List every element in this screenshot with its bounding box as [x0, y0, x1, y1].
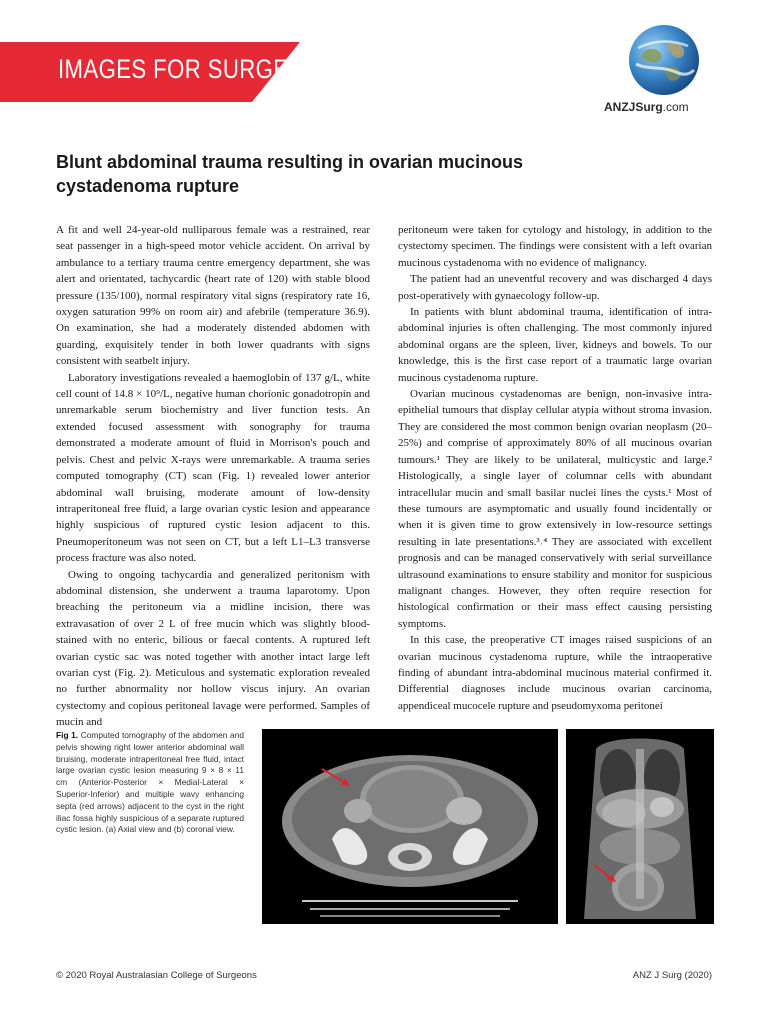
ct-coronal-image [566, 729, 714, 924]
paragraph: Owing to ongoing tachycardia and generalized peritonism with abdominal distension, she underwent a trauma laparotomy. Upon breaching the peritoneum via a midline incision, there was extravasation of over 2 L of free mucin which was slightly blood-stained with no enteric, bilious or faecal contents. A ruptured left ovarian cystic sac was noted together with another intact large left ovarian cyst (Fig. 2). Meticulous and systematic exploration revealed no further abnormality nor hollow viscus injury. An ovarian cystectomy and copious peritoneal lavage were performed. Samples of mucin and [56, 568, 370, 729]
figure-caption-text: Computed tomography of the abdomen and pelvis showing right lower anterior abdominal wall bruising, moderate intraperitoneal free fluid, intact large ovarian cystic lesion measuring 9 × 8 × 11 cm (Anterior-Posterior × Medial-Lateral × Superior-Inferior) and multiple wavy enhancing septa (red arrows) adjacent to the cyst in the right iliac fossa highly suspicious of a separate ruptured cystic lesion. (a) Axial view and (b) coronal view. [56, 730, 245, 835]
globe-logo-icon [628, 24, 700, 96]
paragraph: The patient had an uneventful recovery and was discharged 4 days post-operatively with gynaecology follow-up. [398, 273, 712, 302]
ct-axial-image [262, 729, 558, 924]
paragraph: A fit and well 24-year-old nulliparous female was a restrained, rear seat passenger in a high-speed motor vehicle accident. On arrival by ambulance to a tertiary trauma centre emergency department, she was alert and orientated, tachycardic (heart rate of 120) with stable blood pressure (135/100), normal respiratory vital signs (respiratory rate 16, oxygen saturation 99% on room air) and afebrile (temperature 36.9). On examination, she had a moderately distended abdomen with guarding, exquisitely tender in both lower quadrants with signs consistent with seatbelt injury. [56, 224, 370, 368]
footer-copyright: © 2020 Royal Australasian College of Surgeons [56, 970, 257, 981]
paragraph: In this case, the preoperative CT images raised suspicions of an ovarian mucinous cystadenoma rupture, while the intraoperative finding of abundant intra-abdominal mucinous material confirmed it. Differential diagnoses include mucinous ovarian carcinoma, appendiceal mucocele rupture and pseudomyxoma peritonei [398, 634, 712, 712]
paragraph: In patients with blunt abdominal trauma, identification of intra-abdominal injuries is often challenging. The most commonly injured abdominal organs are the spleen, liver, kidneys and bowels. To our knowledge, this is the first case report of a traumatic large ovarian mucinous cystadenoma rupture. [398, 306, 712, 384]
figure-caption [56, 730, 244, 836]
article-title: Blunt abdominal trauma resulting in ovarian mucinous cystadenoma rupture [56, 152, 524, 196]
journal-url[interactable]: ANZJSurg.com [604, 100, 689, 114]
left-column [56, 222, 370, 731]
footer-citation: ANZ J Surg (2020) [632, 970, 712, 981]
figure-label: Fig 1. [56, 730, 79, 740]
paragraph: peritoneum were taken for cytology and histology, in addition to the cystectomy specimen. The findings were consistent with a left ovarian mucinous cystadenoma with no evidence of malignancy. [398, 224, 712, 269]
paragraph: Laboratory investigations revealed a haemoglobin of 137 g/L, white cell count of 14.8 × 10⁹/L, negative human chorionic gonadotropin and unremarkable serum biochemistry and liver function tests. An extended focused assessment with sonography for trauma demonstrated a moderate amount of fluid in Morrison's pouch and pelvis. Chest and pelvic X-rays were unremarkable. A trauma series computed tomography (CT) scan (Fig. 1) revealed lower anterior abdominal wall bruising, moderate amount of low-density intraperitoneal free fluid, a large ovarian cystic lesion and appearance highly suspicious of ruptured cystic lesion adjacent to this. Pneumoperitoneum was not seen on CT, but a left L1–L3 transverse process fracture was also noted. [56, 371, 370, 565]
right-column [398, 222, 712, 714]
section-label: IMAGES FOR SURGEONS [58, 54, 338, 84]
paragraph: Ovarian mucinous cystadenomas are benign, non-invasive intra-epithelial tumours that display cellular atypia without stroma invasion. They are considered the most common benign ovarian neoplasm (20–25%) and comprise of approximately 80% of all mucinous ovarian tumours.¹ They are likely to be unilateral, multicystic and large.² Histologically, a single layer of columnar cells with abundant intracellular mucin and small basilar nuclei lines the cysts.¹ Most of these tumours are asymptomatic and usually found incidentally or when it is given time to grow extensively in low-resource settings resulting in late presentations.³˒⁴ They are associated with excellent prognosis and can be managed conservatively with serial surveillance ultrasound examinations to ensure stability and monitor for suspicious malignant changes. However, they often require resection for histological confirmation or their mass effect causing persisting symptoms. [398, 388, 712, 630]
